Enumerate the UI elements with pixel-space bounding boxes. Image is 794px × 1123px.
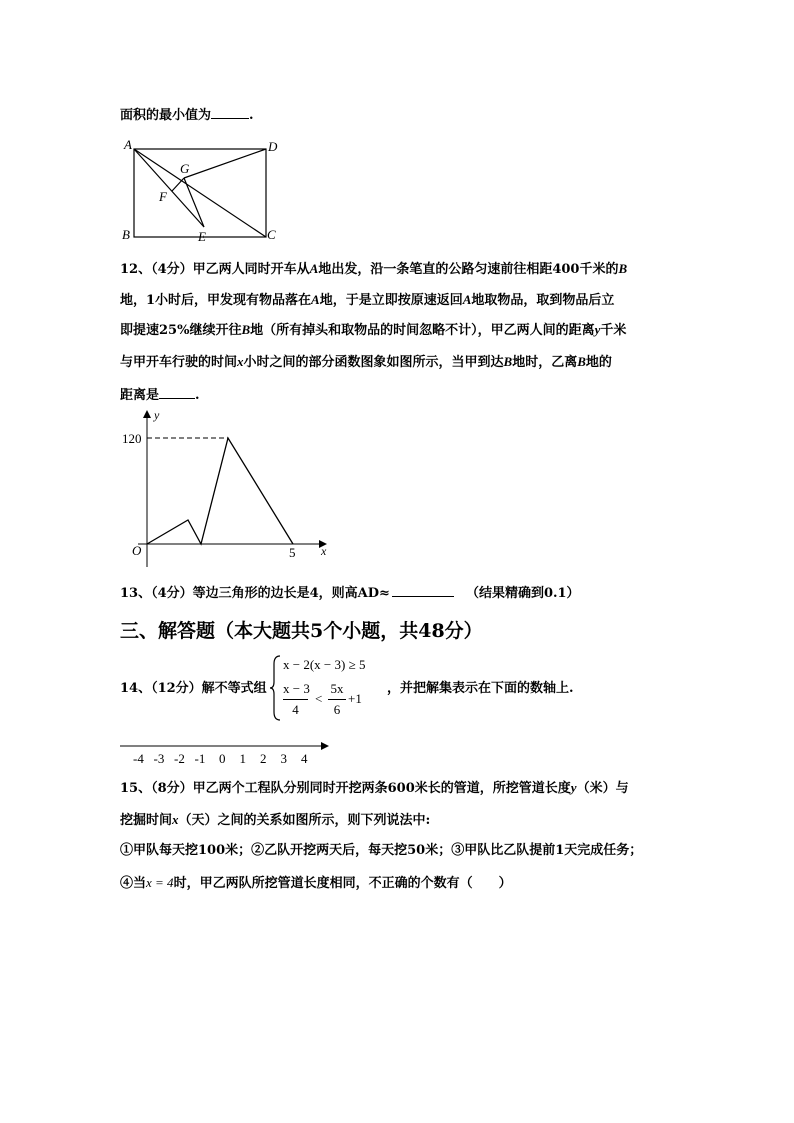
y-tick-120: 120	[122, 431, 142, 446]
q14-plus-one: +1	[348, 691, 362, 706]
q11-tail: .	[249, 108, 254, 123]
x-label: x	[321, 544, 327, 558]
number-line-label: 1	[239, 751, 246, 766]
q11-answer-blank[interactable]	[211, 105, 249, 119]
q11-rectangle-figure	[118, 136, 288, 246]
q14-frac-left-den: 4	[292, 702, 299, 717]
number-line-ticks	[133, 751, 308, 766]
q12-l2c: 地，于是立即按原速返回	[319, 293, 463, 308]
q12-l5a: 距离是	[120, 388, 160, 403]
q15-l4a: ④当	[120, 876, 147, 891]
q12-l2d: A	[462, 292, 472, 307]
x-tick-5: 5	[289, 545, 296, 560]
label-e: E	[198, 229, 206, 244]
q13-text	[120, 583, 580, 602]
q12-l4f: B	[577, 354, 586, 369]
q12-l3c: 地（所有掉头和取物品的时间忽略不计），甲乙两人间的距离	[250, 323, 595, 338]
q12-l3b: B	[241, 322, 251, 337]
number-line-label: -3	[153, 751, 165, 766]
q11-text	[120, 105, 254, 124]
number-line[interactable]	[118, 738, 334, 768]
q14-frac-right-num: 5x	[330, 681, 344, 696]
q14-frac-right-bar	[328, 699, 346, 700]
number-line-label: 3	[280, 751, 287, 766]
q15-line-3: ①甲队每天挖100米；②乙队开挖两天后，每天挖50米；③甲队比乙队提前1天完成任务；	[120, 843, 643, 858]
origin-label: O	[132, 543, 142, 558]
q14-text-a: 14、（12分）解不等式组	[120, 681, 267, 696]
q12-l4e: 地时，乙离	[512, 355, 578, 370]
q12-l2e: 地取物品，取到物品后立	[471, 293, 615, 308]
q12-l1a: 12、（4分）甲乙两人同时开车从	[120, 262, 310, 277]
q12-l4g: 地的	[585, 355, 612, 370]
q15-l2a: 挖掘时间	[120, 813, 173, 828]
q15-l1a: 15、（8分）甲乙两个工程队分别同时开挖两条600米长的管道，所挖管道长度	[120, 781, 571, 796]
q12-line-2	[120, 292, 614, 309]
q14-frac-right-den: 6	[333, 702, 341, 717]
q12-l1c: 地出发，沿一条笔直的公路匀速前往相距400千米的	[318, 262, 619, 277]
q13-text-a: 13、（4分）等边三角形的边长是4，则高AD≈	[120, 586, 390, 601]
q12-line-4	[120, 354, 612, 371]
q14-frac-left-bar	[283, 699, 308, 700]
label-d: D	[268, 139, 278, 154]
number-line-label: 2	[260, 751, 267, 766]
brace-icon	[268, 654, 282, 722]
number-line-label: -2	[174, 751, 185, 766]
q12-line-3	[120, 322, 626, 339]
q15-l4b: x = 4	[146, 875, 174, 890]
label-a: A	[124, 137, 132, 152]
q15-l4c: 时，甲乙两队所挖管道长度相同，不正确的个数有（ ）	[173, 876, 512, 891]
diagonal-ac	[134, 149, 266, 237]
q12-line-1	[120, 261, 627, 278]
q12-l1d: B	[618, 261, 628, 276]
q13-text-b: （结果精确到0.1）	[465, 586, 580, 601]
q12-l4d: B	[503, 354, 513, 369]
number-line-label: 4	[301, 751, 308, 766]
number-line-label: 0	[219, 751, 226, 766]
number-line-label: -4	[133, 751, 144, 766]
q15-l2c: （天）之间的关系如图所示，则下列说法中:	[178, 813, 431, 828]
label-b: B	[122, 227, 130, 242]
q12-l2b: A	[311, 292, 320, 307]
label-g: G	[180, 161, 190, 176]
label-c: C	[267, 227, 276, 242]
q12-l2a: 地，1小时后，甲发现有物品落在	[120, 293, 312, 308]
q12-l3a: 即提速25%继续开往	[120, 323, 242, 338]
q14-frac-left-num: x − 3	[283, 681, 310, 696]
y-label: y	[154, 408, 160, 422]
q14-lt: <	[315, 691, 323, 706]
segment-dg	[184, 149, 266, 178]
q14-text-b: ，并把解集表示在下面的数轴上.	[387, 681, 574, 696]
q12-answer-blank[interactable]	[159, 385, 195, 399]
segment-ge	[184, 178, 204, 227]
q15-l1b: y	[570, 780, 577, 795]
q13-answer-blank[interactable]	[392, 583, 454, 597]
number-line-label: -1	[194, 751, 206, 766]
q15-l1c: （米）与	[576, 781, 629, 796]
segment-gf	[172, 178, 184, 191]
section-title: 三、解答题（本大题共5个小题，共48分）	[120, 620, 483, 642]
q12-l1b: A	[309, 261, 319, 276]
q12-l3d: y	[594, 322, 601, 337]
q12-l4a: 与甲开车行驶的时间	[120, 355, 238, 370]
q15-line-1	[120, 780, 629, 797]
q14-ineq1: x − 2(x − 3) ≥ 5	[283, 657, 366, 672]
q15-line-4	[120, 875, 512, 892]
q15-line-2	[120, 812, 430, 829]
distance-polyline	[147, 438, 293, 544]
q12-line-5	[120, 385, 200, 404]
q11-line: 面积的最小值为	[120, 108, 212, 123]
q15-l2b: x	[172, 812, 179, 827]
q12-l4b: x	[237, 354, 244, 369]
q12-l5b: .	[195, 388, 200, 403]
q12-l3e: 千米	[600, 323, 627, 338]
q12-l4c: 小时之间的部分函数图象如图所示，当甲到达	[243, 355, 504, 370]
label-f: F	[159, 189, 167, 204]
q12-graph	[122, 405, 338, 570]
